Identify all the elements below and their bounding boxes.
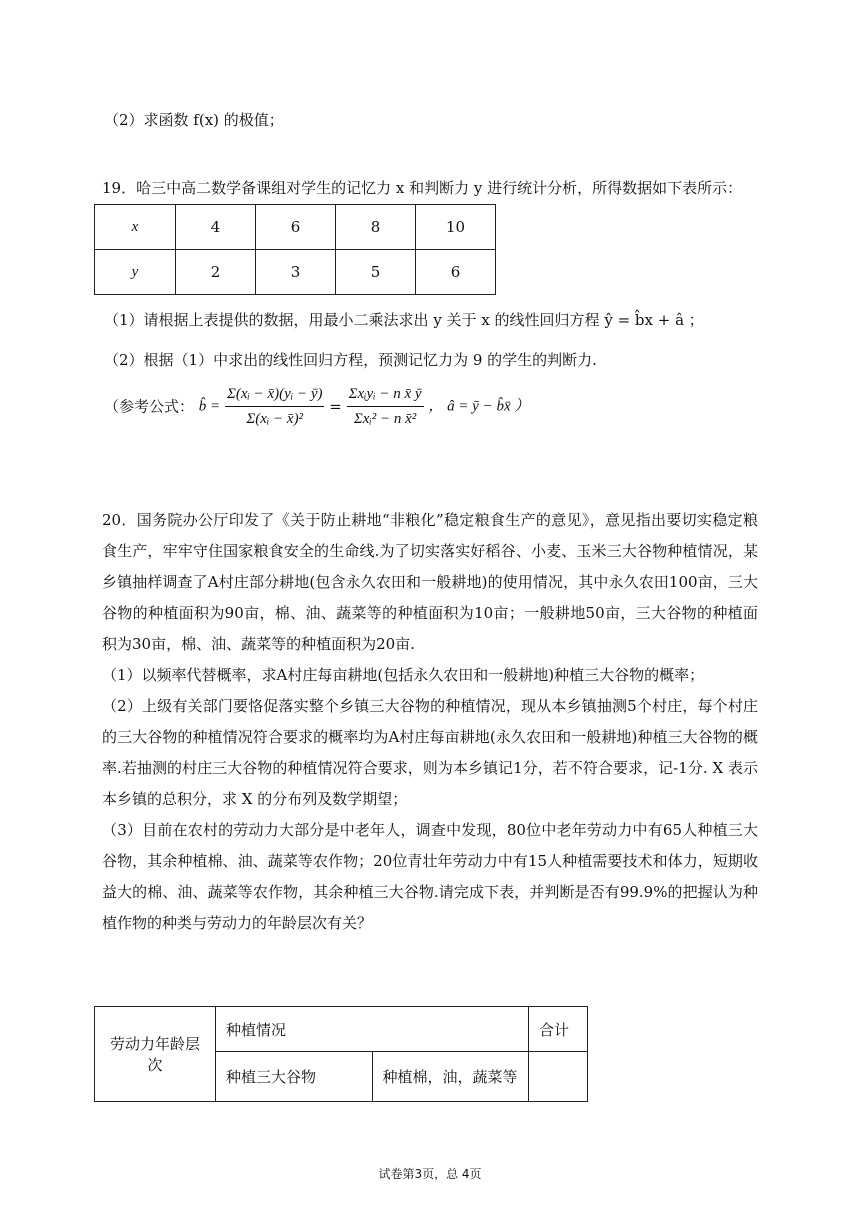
total-header-cell: 合计 [529, 1007, 588, 1052]
total-empty-cell [529, 1052, 588, 1102]
formula-prefix: （参考公式： [104, 397, 195, 416]
x-value-1: 4 [176, 205, 256, 250]
formula-fraction-1 [225, 382, 325, 431]
table-row [95, 1007, 588, 1052]
x-value-2: 6 [256, 205, 336, 250]
q19-part1: （1）请根据上表提供的数据，用最小二乘法求出 y 关于 x 的线性回归方程 ŷ = b̂x + â ； [104, 311, 704, 329]
q20-stem: 20．国务院办公厅印发了《关于防止耕地“非粮化”稳定粮食生产的意见》，意见指出要切实稳定粮食生产，牢牢守住国家粮食安全的生命线.为了切实落实好稻谷、小麦、玉米三大谷物种植情况，某乡镇抽样调查了A村庄部分耕地(包含永久农田和一般耕地)的使用情况，其中永久农田100亩，三大谷物的种植面积为90亩，棉、油、蔬菜等的种植面积为10亩；一般耕地50亩，三大谷物的种植面积为30亩，棉、油、蔬菜等的种植面积为20亩. [102, 511, 758, 653]
x-value-3: 8 [336, 205, 416, 250]
formula-denominator-1: Σ(xᵢ − x̄)² [246, 411, 304, 427]
formula-denominator-2: Σxᵢ² − n x̄² [353, 411, 417, 427]
formula-b-hat: b̂ = [198, 398, 221, 415]
y-value-4: 6 [416, 250, 496, 295]
formula-numerator-2: Σxᵢyᵢ − n x̄ ȳ [347, 382, 424, 407]
formula-a-hat: ， â = ȳ − b̂x̄ ） [428, 398, 530, 415]
q19-stem: 19．哈三中高二数学备课组对学生的记忆力 x 和判断力 y 进行统计分析，所得数据如下表所示： [102, 179, 743, 197]
planting-header-cell: 种植情况 [216, 1007, 529, 1052]
table-row-x [95, 205, 496, 250]
q19-data-table [94, 204, 496, 295]
formula-equals: = [329, 397, 342, 416]
q19-part2: （2）根据（1）中求出的线性回归方程，预测记忆力为 9 的学生的判断力. [104, 351, 597, 369]
page-footer: 试卷第3页，总 4页 [378, 1167, 482, 1181]
formula-numerator-1: Σ(xᵢ − x̄)(yᵢ − ȳ) [225, 382, 325, 407]
y-value-3: 5 [336, 250, 416, 295]
q20-block [102, 505, 758, 939]
table-row-y [95, 250, 496, 295]
q20-part1: （1）以频率代替概率，求A村庄每亩耕地(包括永久农田和一般耕地)种植三大谷物的概率； [102, 666, 705, 684]
q20-part3: （3）目前在农村的劳动力大部分是中老年人，调查中发现，80位中老年劳动力中有65人种植三大谷物，其余种植棉、油、蔬菜等农作物；20位青壮年劳动力中有15人种植需要技术和体力，短期收益大的棉、油、蔬菜等农作物，其余种植三大谷物.请完成下表，并判断是否有99.9%的把握认为种植作物的种类与劳动力的年龄层次有关？ [102, 821, 758, 932]
row-label-x: x [95, 205, 176, 250]
q20-part2: （2）上级有关部门要恪促落实整个乡镇三大谷物的种植情况，现从本乡镇抽测5个村庄，每个村庄的三大谷物的种植情况符合要求的概率均为A村庄每亩耕地(永久农田和一般耕地)种植三大谷物的概率.若抽测的村庄三大谷物的种植情况符合要求，则为本乡镇记1分，若不符合要求，记-1分. X 表示本乡镇的总积分，求 X 的分布列及数学期望； [102, 697, 758, 808]
x-value-4: 10 [416, 205, 496, 250]
q20-contingency-table [94, 1006, 588, 1102]
age-header-cell: 劳动力年龄层次 [95, 1007, 216, 1102]
formula-fraction-2 [347, 382, 424, 431]
y-value-1: 2 [176, 250, 256, 295]
q19-reference-formula [104, 382, 529, 431]
col-grain-cell: 种植三大谷物 [216, 1052, 373, 1102]
q18-part2: （2）求函数 f(x) 的极值； [104, 111, 284, 129]
col-cotton-oil-veg-cell: 种植棉，油，蔬菜等 [372, 1052, 529, 1102]
y-value-2: 3 [256, 250, 336, 295]
row-label-y: y [95, 250, 176, 295]
